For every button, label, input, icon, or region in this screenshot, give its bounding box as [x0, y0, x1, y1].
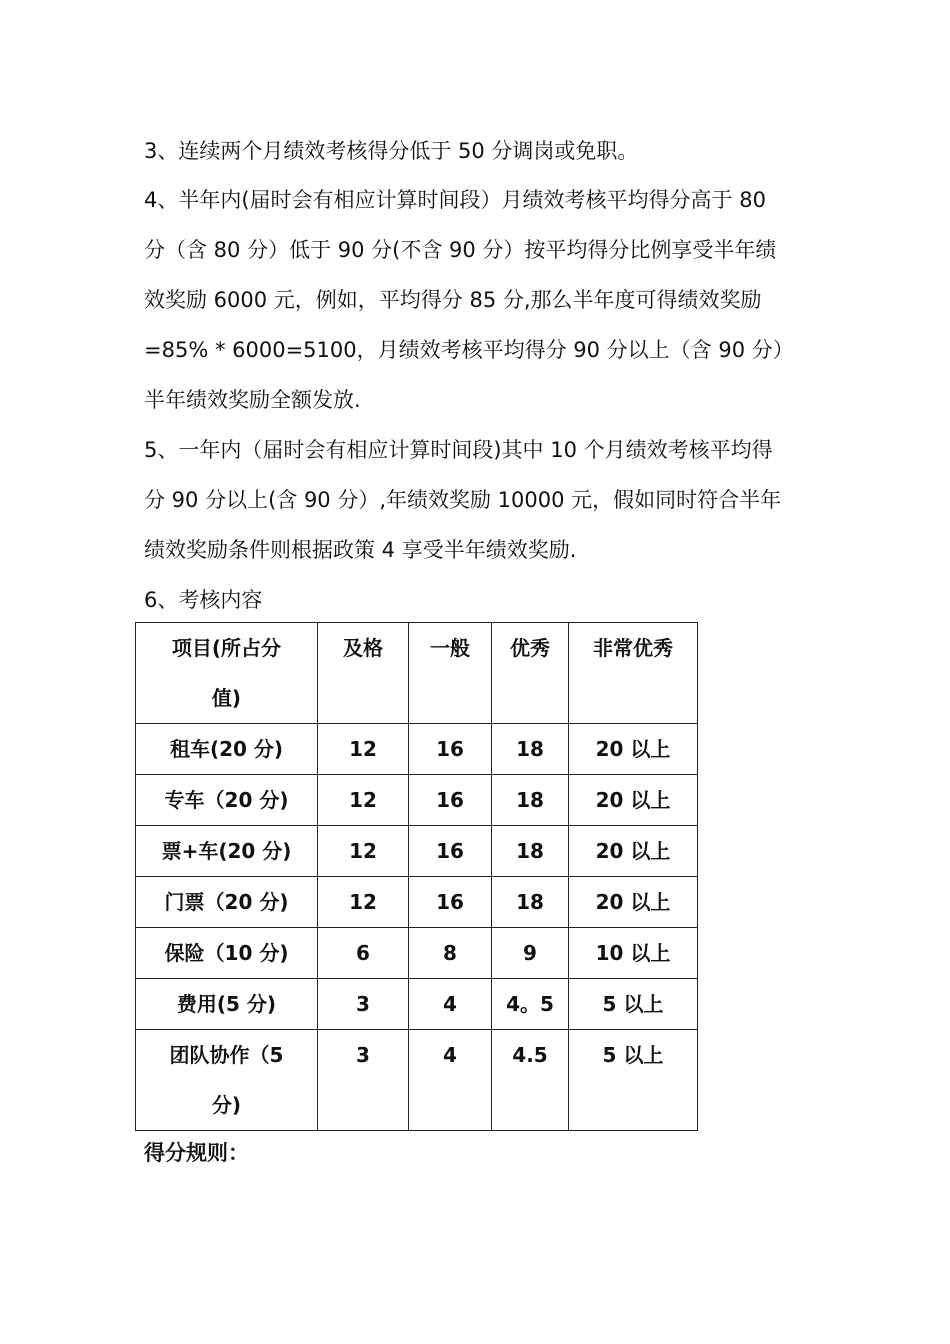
paragraph-line: 分（含 80 分）低于 90 分(不含 90 分）按平均得分比例享受半年绩: [144, 238, 777, 262]
table-cell: 6: [318, 928, 409, 979]
table-cell: 20 以上: [569, 724, 698, 775]
paragraph-line: 半年绩效奖励全额发放.: [144, 388, 361, 412]
table-cell-item: 保险（10 分): [136, 928, 318, 979]
table-cell: 5 以上: [569, 979, 698, 1030]
table-cell-item: 租车(20 分): [136, 724, 318, 775]
table-cell-item: 门票（20 分): [136, 877, 318, 928]
paragraph-line: 绩效奖励条件则根据政策 4 享受半年绩效奖励.: [144, 538, 577, 562]
paragraph-line: 3、连续两个月绩效考核得分低于 50 分调岗或免职。: [144, 139, 639, 163]
table-cell: 12: [318, 724, 409, 775]
table-row: [136, 928, 698, 979]
assessment-table: [135, 622, 698, 1131]
table-cell-item: 费用(5 分): [136, 979, 318, 1030]
table-cell: 8: [409, 928, 492, 979]
table-cell: 3: [318, 1030, 409, 1131]
table-row: [136, 877, 698, 928]
paragraph-line: 4、半年内(届时会有相应计算时间段）月绩效考核平均得分高于 80: [144, 188, 766, 212]
table-cell: 18: [492, 877, 569, 928]
table-cell-item: 票+车(20 分): [136, 826, 318, 877]
table-cell-item: 专车（20 分): [136, 775, 318, 826]
table-header-row: [136, 623, 698, 724]
header-good: 优秀: [492, 623, 569, 724]
table-cell: 4: [409, 1030, 492, 1131]
header-excellent: 非常优秀: [569, 623, 698, 724]
table-cell: 10 以上: [569, 928, 698, 979]
table-cell: 4.5: [492, 1030, 569, 1131]
table-cell: 9: [492, 928, 569, 979]
table-cell: 16: [409, 877, 492, 928]
table-cell: 16: [409, 775, 492, 826]
table-cell: 12: [318, 877, 409, 928]
table-cell: 18: [492, 724, 569, 775]
scoring-rules-heading: 得分规则：: [144, 1141, 249, 1165]
table-cell: 18: [492, 826, 569, 877]
table-cell: 18: [492, 775, 569, 826]
section-heading: 6、考核内容: [144, 588, 263, 612]
header-pass: 及格: [318, 623, 409, 724]
paragraph-line: 效奖励 6000 元，例如，平均得分 85 分,那么半年度可得绩效奖励: [144, 288, 762, 312]
table-cell: 4: [409, 979, 492, 1030]
table-row: [136, 1030, 698, 1131]
table-cell: 3: [318, 979, 409, 1030]
table-cell: 20 以上: [569, 877, 698, 928]
table-row: [136, 775, 698, 826]
table-cell: 20 以上: [569, 826, 698, 877]
table-row: [136, 826, 698, 877]
table-cell-item: 团队协作（5 分): [136, 1030, 318, 1131]
paragraph-line: =85% * 6000=5100，月绩效考核平均得分 90 分以上（含 90 分）: [144, 338, 794, 362]
table-row: [136, 724, 698, 775]
table-cell: 5 以上: [569, 1030, 698, 1131]
table-cell: 12: [318, 775, 409, 826]
table-cell: 16: [409, 826, 492, 877]
paragraph-line: 5、一年内（届时会有相应计算时间段)其中 10 个月绩效考核平均得: [144, 438, 773, 462]
table-cell: 16: [409, 724, 492, 775]
table-cell: 12: [318, 826, 409, 877]
table-row: [136, 979, 698, 1030]
table-cell: 4。5: [492, 979, 569, 1030]
paragraph-line: 分 90 分以上(含 90 分）,年绩效奖励 10000 元，假如同时符合半年: [144, 488, 782, 512]
header-item: 项目(所占分值): [136, 623, 318, 724]
table-cell: 20 以上: [569, 775, 698, 826]
header-average: 一般: [409, 623, 492, 724]
